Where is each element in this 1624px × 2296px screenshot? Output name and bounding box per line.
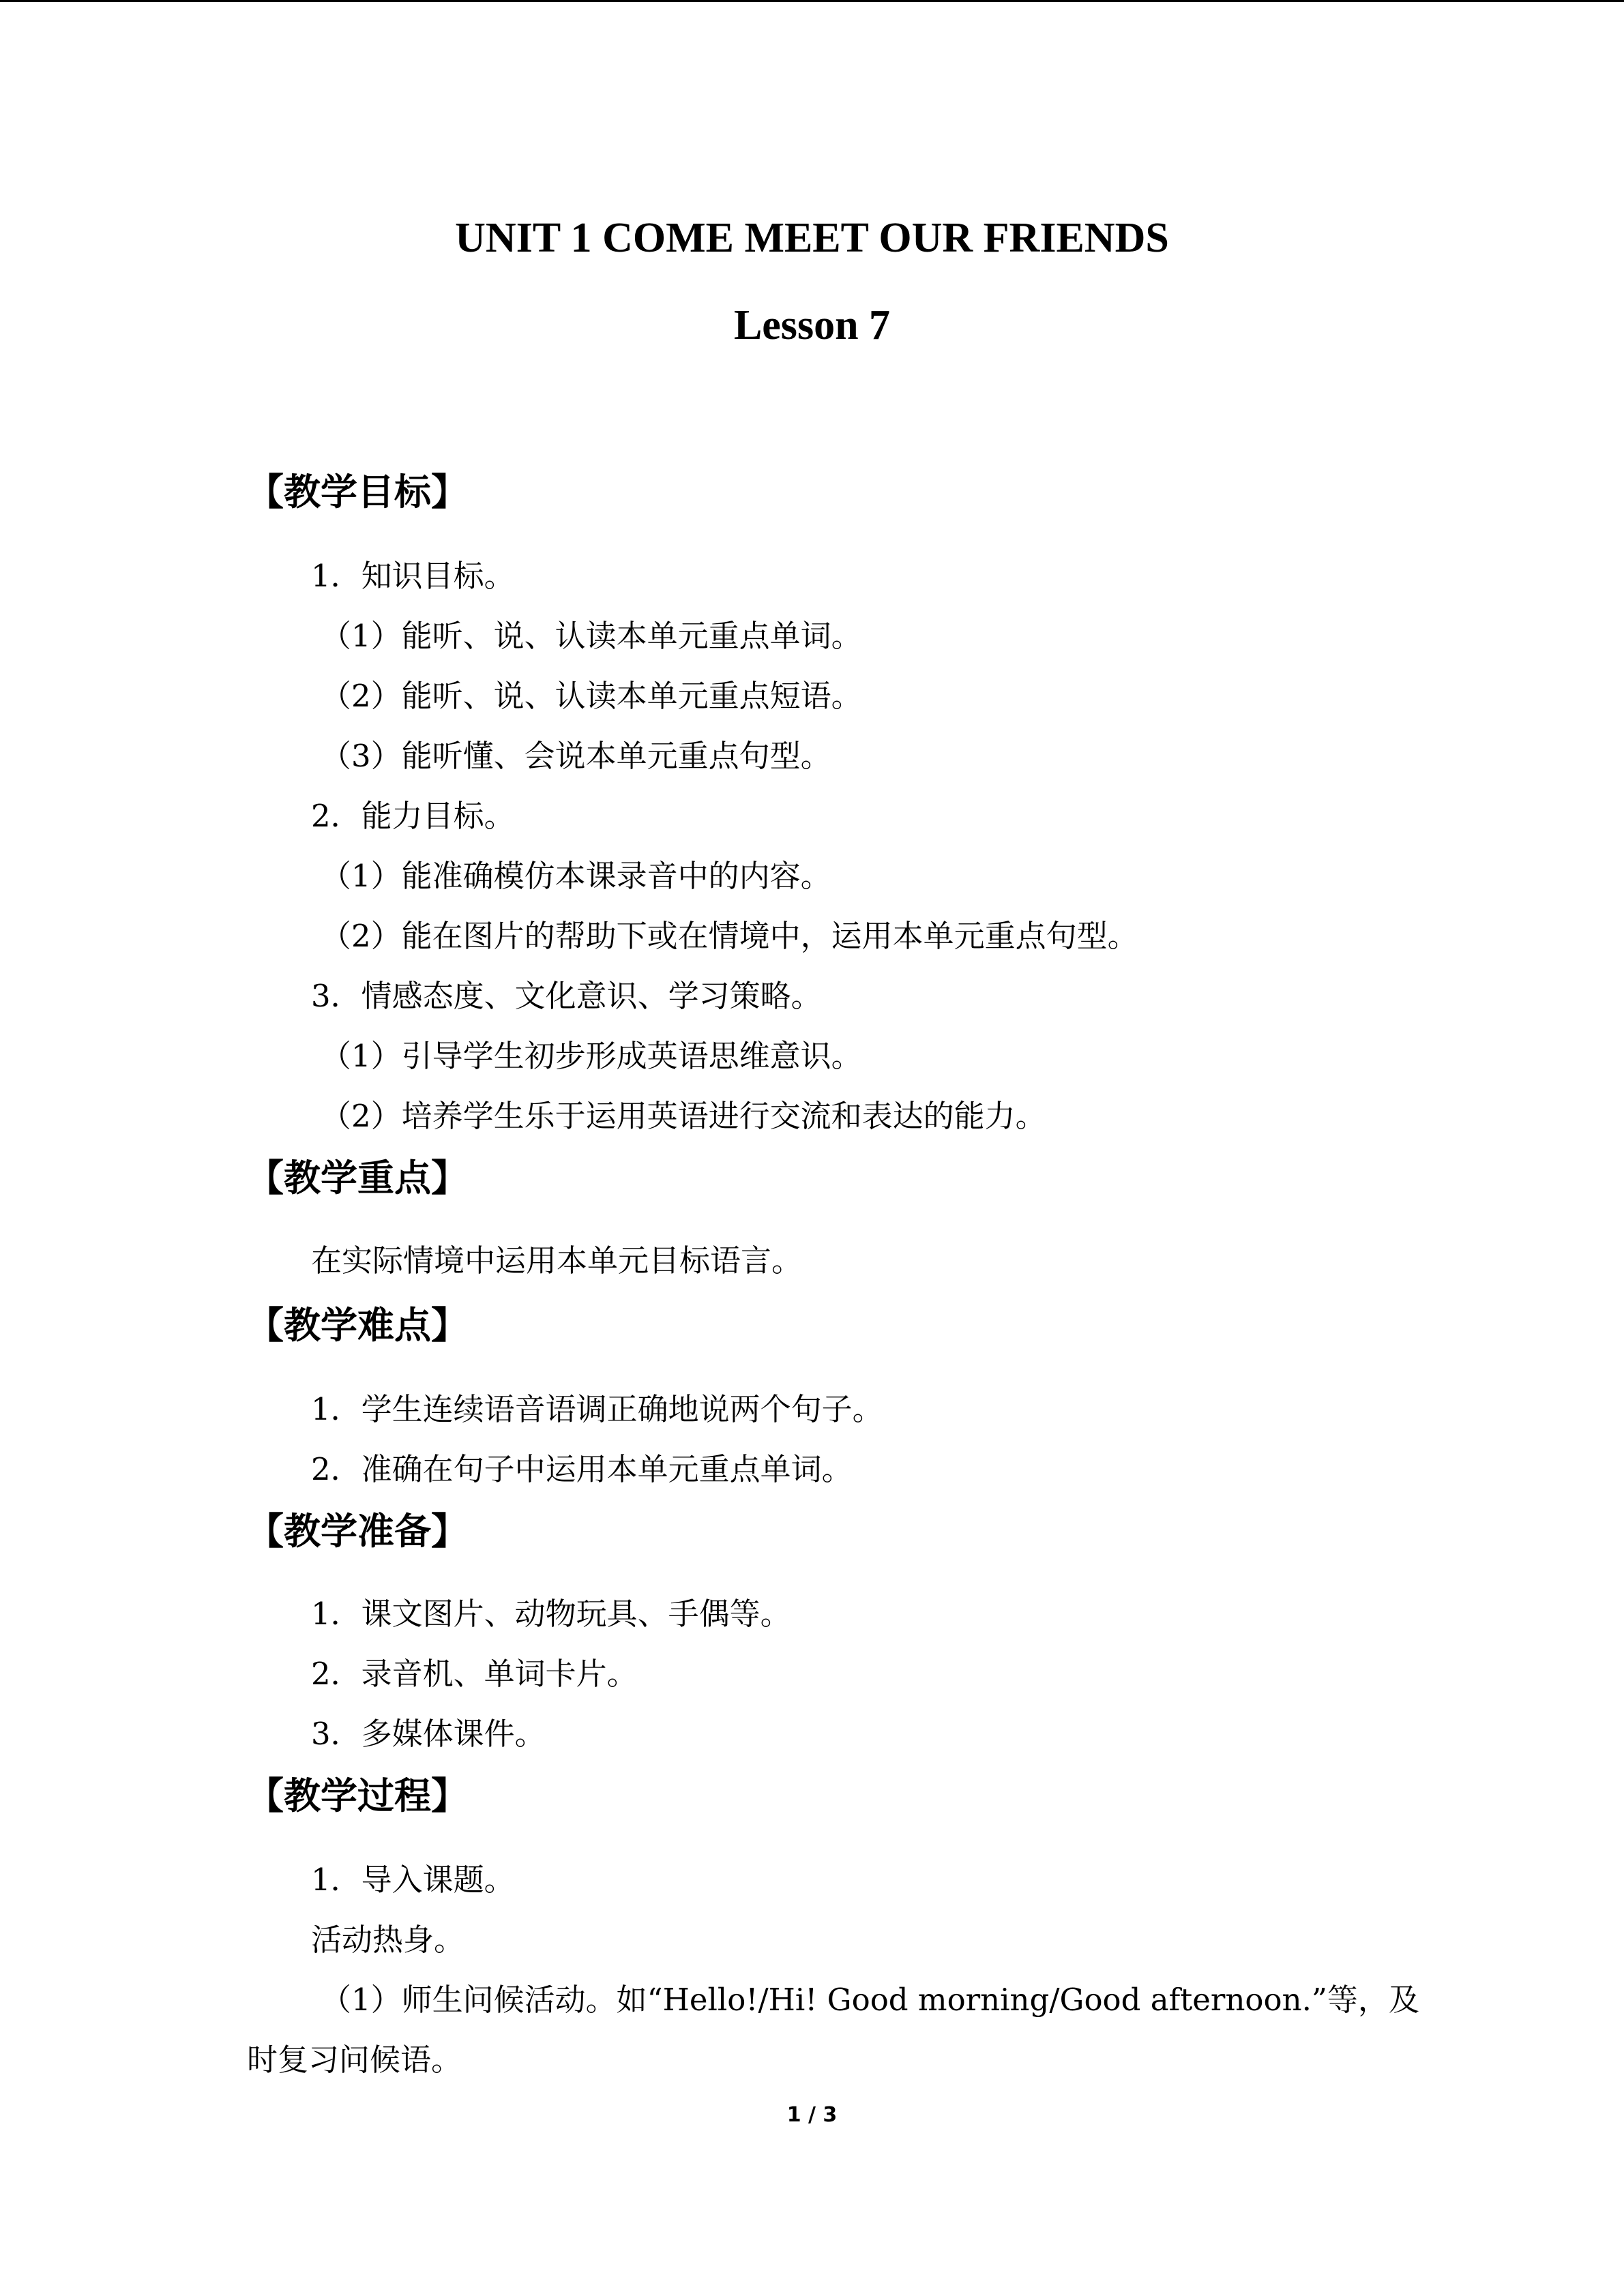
page-number: 1 / 3 — [786, 2103, 838, 2127]
section-heading-objectives: 【教学目标】 — [247, 471, 468, 513]
section-line: 1．导入课题。 — [311, 1862, 515, 1898]
section-line: 2．能力目标。 — [311, 798, 515, 834]
section-line: 1．课文图片、动物玩具、手偶等。 — [311, 1596, 791, 1632]
section-heading-process: 【教学过程】 — [247, 1774, 468, 1817]
section-line: （2）培养学生乐于运用英语进行交流和表达的能力。 — [321, 1098, 1046, 1134]
section-line: 活动热身。 — [311, 1922, 465, 1958]
section-line: （1）能听、说、认读本单元重点单词。 — [321, 618, 862, 654]
section-heading-difficulties: 【教学难点】 — [247, 1304, 468, 1347]
section-line: （1）师生问候活动。如“Hello!/Hi! Good morning/Good afternoon.”等，及 — [321, 1982, 1419, 2018]
page-top-border — [0, 0, 1624, 2]
section-line: 3．多媒体课件。 — [311, 1716, 546, 1752]
section-line: （1）能准确模仿本课录音中的内容。 — [321, 858, 831, 894]
section-line: 3．情感态度、文化意识、学习策略。 — [311, 978, 822, 1014]
section-line: 1．知识目标。 — [311, 558, 515, 594]
section-line: （2）能在图片的帮助下或在情境中，运用本单元重点句型。 — [321, 918, 1138, 954]
document-title: UNIT 1 COME MEET OUR FRIENDS — [455, 215, 1169, 261]
section-line: 时复习问候语。 — [247, 2042, 462, 2078]
document-subtitle: Lesson 7 — [733, 302, 891, 348]
section-line: （1）引导学生初步形成英语思维意识。 — [321, 1038, 862, 1074]
section-line: （2）能听、说、认读本单元重点短语。 — [321, 678, 862, 714]
section-line: 1．学生连续语音语调正确地说两个句子。 — [311, 1391, 883, 1427]
section-heading-key-points: 【教学重点】 — [247, 1157, 468, 1199]
section-line: （3）能听懂、会说本单元重点句型。 — [321, 738, 831, 774]
section-line: 2．准确在句子中运用本单元重点单词。 — [311, 1451, 853, 1487]
section-line: 在实际情境中运用本单元目标语言。 — [311, 1242, 803, 1279]
section-line: 2．录音机、单词卡片。 — [311, 1656, 638, 1692]
section-heading-preparation: 【教学准备】 — [247, 1510, 468, 1553]
